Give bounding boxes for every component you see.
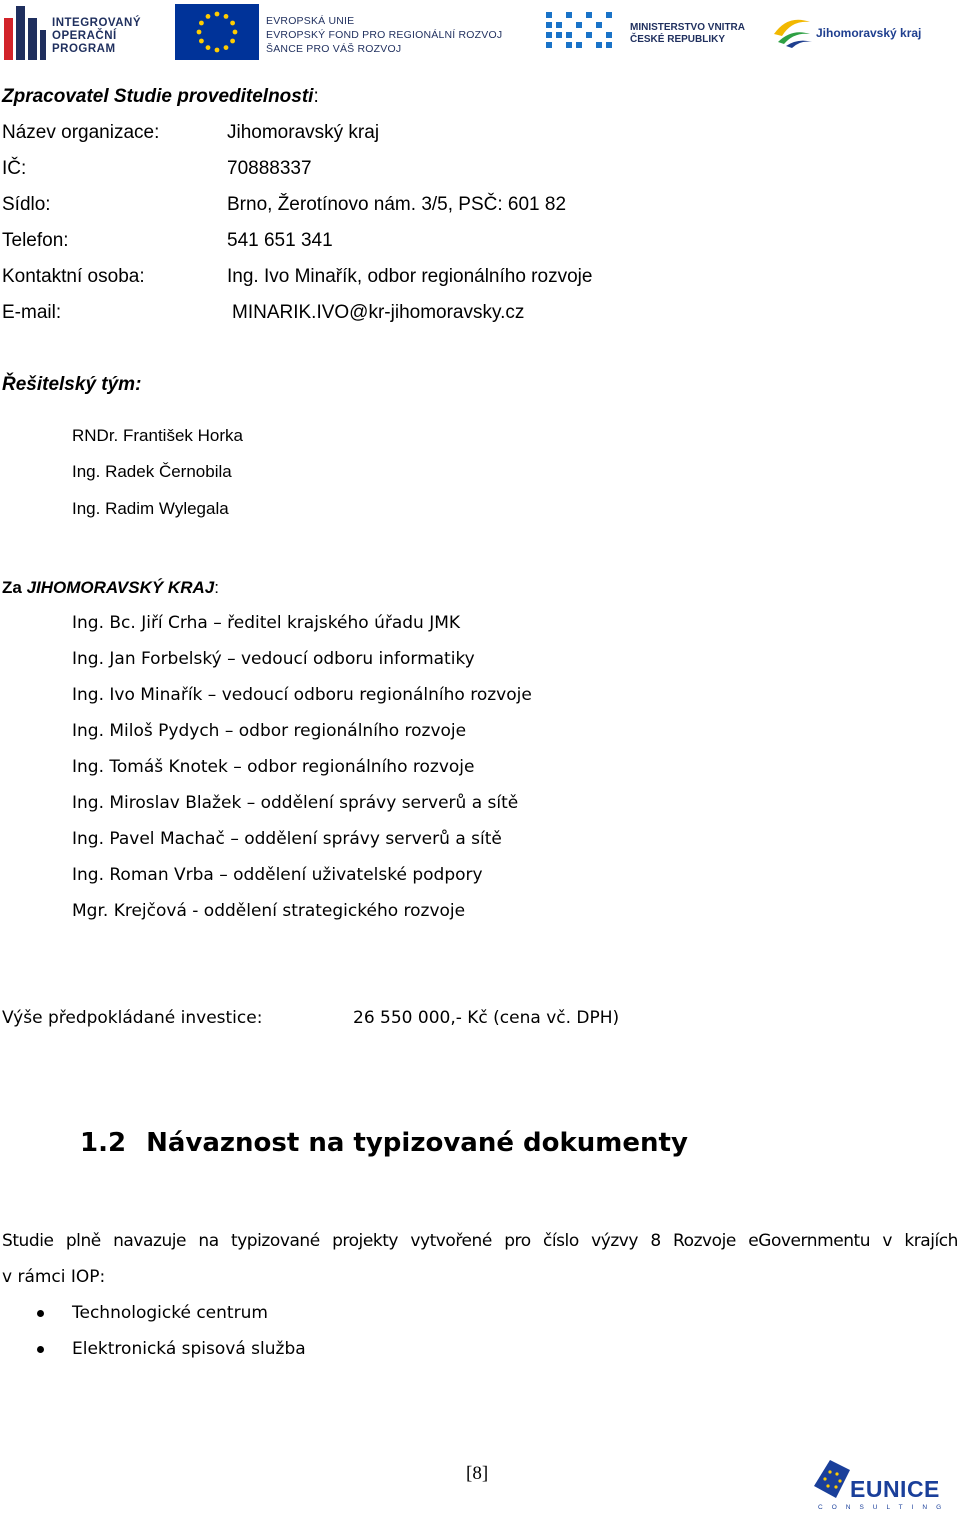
mv-logo-icon bbox=[544, 6, 620, 58]
jmk-logo-icon bbox=[770, 12, 814, 48]
team-title: Řešitelský tým: bbox=[2, 374, 142, 395]
processor-title-colon: : bbox=[313, 86, 319, 107]
eu-flag-icon bbox=[175, 4, 259, 60]
bullet-icon bbox=[37, 1346, 44, 1353]
value-ic: 70888337 bbox=[227, 158, 312, 179]
region-title bbox=[2, 578, 219, 598]
section-paragraph-line-2: v rámci IOP: bbox=[2, 1267, 106, 1287]
mv-line-1: MINISTERSTVO VNITRA bbox=[630, 22, 746, 33]
processor-title bbox=[2, 86, 319, 108]
label-contact: Kontaktní osoba: bbox=[2, 266, 145, 287]
region-member: Ing. Miloš Pydych – odbor regionálního rozvoje bbox=[72, 721, 467, 741]
eunice-logo bbox=[810, 1456, 951, 1514]
region-member: Ing. Tomáš Knotek – odbor regionálního rozvoje bbox=[72, 757, 475, 777]
bullet-icon bbox=[37, 1310, 44, 1317]
team-member: RNDr. František Horka bbox=[72, 426, 243, 445]
value-phone: 541 651 341 bbox=[227, 230, 333, 251]
section-paragraph-line-1: Studie plně navazuje na typizované projekty vytvořené pro číslo výzvy 8 Rozvoje eGovernmentu v krajích bbox=[2, 1231, 958, 1251]
region-member: Ing. Pavel Machač – oddělení správy serverů a sítě bbox=[72, 829, 502, 849]
eunice-subtext: CONSULTING bbox=[818, 1504, 951, 1511]
region-title-colon: : bbox=[214, 578, 219, 597]
value-email: MINARIK.IVO@kr-jihomoravsky.cz bbox=[232, 302, 525, 323]
team-member: Ing. Radim Wylegala bbox=[72, 499, 229, 518]
jmk-logo-text: Jihomoravský kraj bbox=[816, 26, 922, 40]
investment-value: 26 550 000,- Kč (cena vč. DPH) bbox=[353, 1008, 620, 1028]
value-organization: Jihomoravský kraj bbox=[227, 122, 380, 143]
page-number: [8] bbox=[466, 1463, 489, 1484]
region-member: Ing. Bc. Jiří Crha – ředitel krajského úřadu JMK bbox=[72, 613, 461, 633]
iop-line-3: PROGRAM bbox=[52, 43, 116, 55]
eu-logo-text bbox=[266, 14, 502, 56]
value-contact: Ing. Ivo Minařík, odbor regionálního rozvoje bbox=[227, 266, 593, 287]
label-phone: Telefon: bbox=[2, 230, 69, 251]
mv-line-2: ČESKÉ REPUBLIKY bbox=[630, 34, 726, 45]
eu-line-2: EVROPSKÝ FOND PRO REGIONÁLNÍ ROZVOJ bbox=[266, 29, 503, 41]
iop-logo bbox=[2, 4, 152, 62]
section-heading bbox=[80, 1128, 688, 1158]
label-organization: Název organizace: bbox=[2, 122, 160, 143]
section-number: 1.2 bbox=[80, 1128, 127, 1158]
section-title: Návaznost na typizované dokumenty bbox=[146, 1128, 688, 1158]
iop-logo-text bbox=[52, 17, 141, 56]
region-member: Mgr. Krejčová - oddělení strategického rozvoje bbox=[72, 901, 466, 921]
region-title-main: JIHOMORAVSKÝ KRAJ bbox=[26, 578, 215, 597]
team-member: Ing. Radek Černobila bbox=[72, 462, 232, 481]
iop-bars-icon bbox=[2, 4, 48, 62]
label-seat: Sídlo: bbox=[2, 194, 51, 215]
region-title-prefix: Za bbox=[2, 578, 27, 597]
region-member: Ing. Ivo Minařík – vedoucí odboru regionálního rozvoje bbox=[72, 685, 532, 705]
region-member: Ing. Roman Vrba – oddělení uživatelské podpory bbox=[72, 865, 483, 885]
value-seat: Brno, Žerotínovo nám. 3/5, PSČ: 601 82 bbox=[227, 194, 567, 215]
list-item: Elektronická spisová služba bbox=[72, 1339, 306, 1359]
eunice-text: EUNICE bbox=[850, 1476, 940, 1502]
processor-title-text: Zpracovatel Studie proveditelnosti bbox=[2, 86, 314, 107]
label-email: E-mail: bbox=[2, 302, 62, 323]
mv-logo-text bbox=[630, 22, 745, 46]
region-member: Ing. Jan Forbelský – vedoucí odboru informatiky bbox=[72, 649, 475, 669]
region-member: Ing. Miroslav Blažek – oddělení správy serverů a sítě bbox=[72, 793, 519, 813]
list-item: Technologické centrum bbox=[72, 1303, 268, 1323]
eu-line-3: ŠANCE PRO VÁŠ ROZVOJ bbox=[266, 43, 402, 55]
label-ic: IČ: bbox=[2, 158, 27, 179]
investment-label: Výše předpokládané investice: bbox=[2, 1008, 263, 1028]
eu-line-1: EVROPSKÁ UNIE bbox=[266, 15, 355, 27]
iop-line-2: OPERAČNÍ bbox=[52, 30, 117, 42]
iop-line-1: INTEGROVANÝ bbox=[52, 17, 141, 29]
